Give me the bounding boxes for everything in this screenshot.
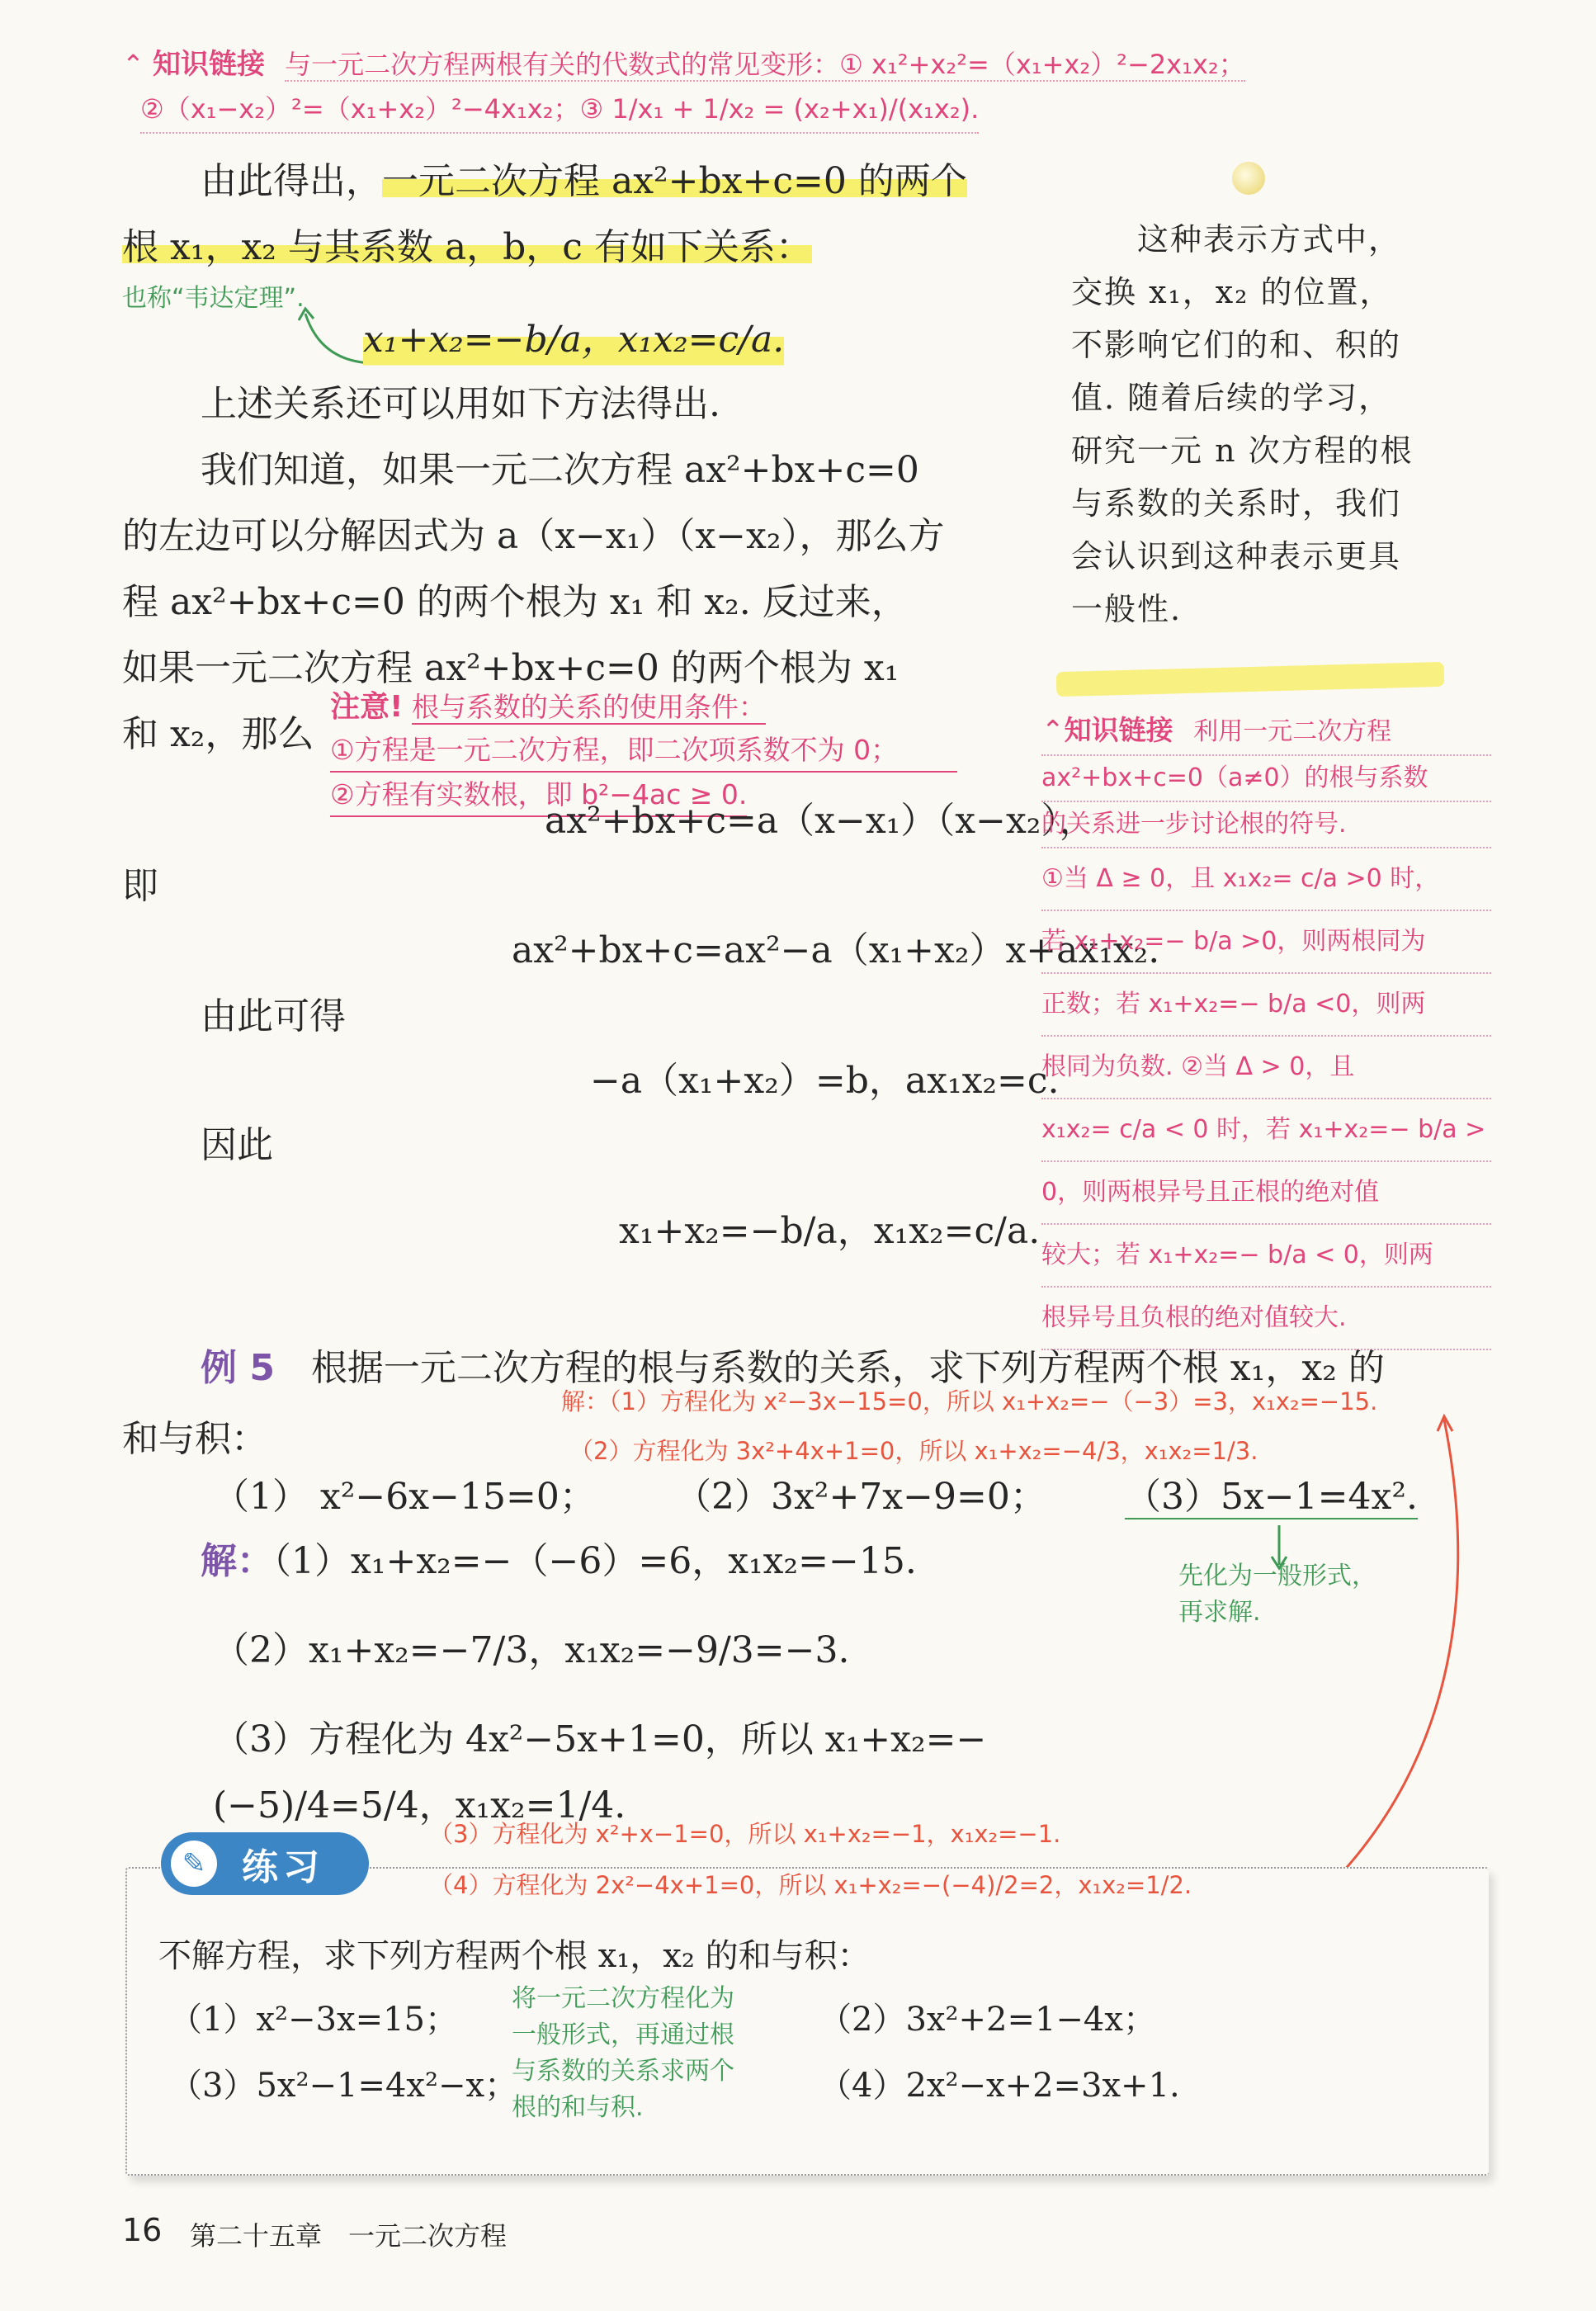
example-question-line1: 根据一元二次方程的根与系数的关系，求下列方程两个根 x₁，x₂ 的 bbox=[310, 1347, 1385, 1389]
example-item-1: （1） x²−6x−15=0； bbox=[213, 1476, 596, 1518]
attention-label: 注意! bbox=[330, 690, 404, 724]
practice-green-note-line: 将一元二次方程化为 bbox=[512, 1984, 734, 2013]
right-link-line: 较大；若 x₁+x₂=− b/a < 0，则两 bbox=[1041, 1225, 1491, 1288]
solution-2: （2）x₁+x₂=−7/3，x₁x₂=−9/3=−3. bbox=[213, 1629, 850, 1671]
side-note-line: 值. 随着后续的学习， bbox=[1071, 380, 1392, 416]
handwritten-answer-4: （4）方程化为 2x²−4x+1=0，所以 x₁+x₂=−(−4)/2=2，x₁x₂=1/2. bbox=[429, 1871, 1192, 1899]
side-bullet-icon bbox=[1232, 162, 1265, 195]
p2-text: 上述关系还可以用如下方法得出. bbox=[201, 383, 720, 425]
handwritten-answer-2: （2）方程化为 3x²+4x+1=0，所以 x₁+x₂=−4/3，x₁x₂=1/3. bbox=[569, 1437, 1258, 1465]
knowledge-link-line2: ②（x₁−x₂）²=（x₁+x₂）²−4x₁x₂；③ 1/x₁ + 1/x₂ = (x₂+x₁)/(x₁x₂). bbox=[140, 86, 979, 134]
example-green-note-line: 先化为一般形式， bbox=[1178, 1562, 1376, 1590]
practice-item-4: （4）2x²−x+2=3x+1. bbox=[819, 2067, 1180, 2105]
yellow-brush-divider bbox=[1056, 662, 1445, 697]
side-note-line: 交换 x₁，x₂ 的位置， bbox=[1071, 274, 1393, 310]
practice-badge bbox=[161, 1832, 369, 1895]
side-note-line: 这种表示方式中， bbox=[1137, 221, 1402, 258]
attention-line2: ①方程是一元二次方程，即二次项系数不为 0； bbox=[330, 730, 957, 773]
right-link-line: 0，则两根异号且正根的绝对值 bbox=[1041, 1162, 1491, 1225]
side-note-line: 会认识到这种表示更具 bbox=[1071, 538, 1402, 574]
side-note-line: 与系数的关系时，我们 bbox=[1071, 485, 1402, 522]
right-link-line: ①当 Δ ≥ 0，且 x₁x₂= c/a >0 时， bbox=[1041, 848, 1491, 911]
practice-label: 练习 bbox=[242, 1846, 324, 1888]
side-note bbox=[1071, 213, 1451, 636]
attention-line1: 根与系数的关系的使用条件： bbox=[411, 691, 766, 723]
yinci-text: 因此 bbox=[201, 1124, 273, 1166]
right-link-line: 的关系进一步讨论根的符号. bbox=[1041, 802, 1491, 848]
attention-line3: ②方程有实数根，即 b²−4ac ≥ 0. bbox=[330, 774, 747, 817]
example-item-3: （3）5x−1=4x². bbox=[1125, 1476, 1418, 1518]
sparkle-icon: ⌃ bbox=[1041, 714, 1065, 746]
practice-green-note bbox=[512, 1981, 734, 2126]
vieta-formula: x₁+x₂=−b/a，x₁x₂=c/a. bbox=[363, 307, 784, 373]
p3-line3: 程 ax²+bx+c=0 的两个根为 x₁ 和 x₂. 反过来， bbox=[122, 581, 908, 623]
knowledge-link-label: 知识链接 bbox=[152, 48, 265, 81]
right-link-line: 若 x₁+x₂=− b/a >0，则两根同为 bbox=[1041, 911, 1491, 974]
solution-label: 解： bbox=[201, 1540, 273, 1582]
page-number: 16 bbox=[122, 2212, 163, 2248]
eq3: −a（x₁+x₂）=b，ax₁x₂=c. bbox=[590, 1060, 1060, 1102]
solution-1: （1）x₁+x₂=−（−6）=6，x₁x₂=−15. bbox=[273, 1540, 917, 1582]
example-question-line2: 和与积： bbox=[122, 1418, 267, 1460]
right-link-line: 利用一元二次方程 bbox=[1193, 717, 1392, 746]
side-note-line: 一般性. bbox=[1071, 591, 1183, 627]
aka-note: 也称“韦达定理”. bbox=[122, 284, 305, 313]
practice-intro: 不解方程，求下列方程两个根 x₁，x₂ 的和与积： bbox=[158, 1937, 871, 1975]
practice-icon: ✎ bbox=[171, 1841, 217, 1887]
practice-green-note-line: 一般形式，再通过根 bbox=[512, 2020, 734, 2049]
p1-text-b: 一元二次方程 ax²+bx+c=0 的两个 bbox=[382, 160, 967, 202]
right-link-line: 根异号且负根的绝对值较大. bbox=[1041, 1288, 1491, 1350]
example-label: 例 5 bbox=[201, 1347, 275, 1389]
handwritten-answer-3: （3）方程化为 x²+x−1=0，所以 x₁+x₂=−1，x₁x₂=−1. bbox=[429, 1820, 1061, 1848]
p3-line1: 我们知道，如果一元二次方程 ax²+bx+c=0 bbox=[201, 449, 919, 491]
side-note-line: 研究一元 n 次方程的根 bbox=[1071, 432, 1414, 469]
example-green-note-line: 再求解. bbox=[1178, 1598, 1261, 1627]
side-note-line: 不影响它们的和、积的 bbox=[1071, 327, 1402, 363]
p1-text-a: 由此得出， bbox=[201, 160, 382, 202]
example-item-2: （2）3x²+7x−9=0； bbox=[675, 1476, 1046, 1518]
p1-text-c: 根 x₁，x₂ 与其系数 a，b，c 有如下关系： bbox=[122, 226, 812, 268]
top-knowledge-link bbox=[122, 43, 1343, 134]
practice-green-note-line: 根的和与积. bbox=[512, 2093, 644, 2122]
eq4: x₁+x₂=−b/a，x₁x₂=c/a. bbox=[619, 1210, 1041, 1252]
eq1: ax²+bx+c=a（x−x₁）（x−x₂）， bbox=[545, 800, 1096, 842]
right-link-line: 根同为负数. ②当 Δ > 0，且 bbox=[1041, 1037, 1491, 1099]
handwritten-answer-1: 解：（1）方程化为 x²−3x−15=0，所以 x₁+x₂=−（−3）=3，x₁x₂=−15. bbox=[561, 1387, 1378, 1415]
practice-item-1: （1）x²−3x=15； bbox=[169, 2001, 458, 2039]
solution-3: （3）方程化为 4x²−5x+1=0，所以 x₁+x₂=−(−5)/4=5/4，x₁x₂=1/4. bbox=[213, 1718, 987, 1827]
knowledge-link-line1: 与一元二次方程两根有关的代数式的常见变形：① x₁²+x₂²=（x₁+x₂）²−2x₁x₂； bbox=[285, 49, 1245, 80]
right-link-line: ax²+bx+c=0（a≠0）的根与系数 bbox=[1041, 756, 1491, 802]
p3-line2: 的左边可以分解因式为 a（x−x₁）（x−x₂），那么方 bbox=[122, 515, 945, 557]
practice-green-note-line: 与系数的关系求两个 bbox=[512, 2057, 734, 2086]
ji-text: 即 bbox=[122, 865, 158, 907]
youci-text: 由此可得 bbox=[201, 995, 346, 1037]
chapter-title: 第二十五章 一元二次方程 bbox=[190, 2220, 508, 2252]
right-link-label: 知识链接 bbox=[1064, 714, 1173, 746]
p3-line5: 和 x₂，那么 bbox=[122, 713, 314, 755]
right-knowledge-link bbox=[1041, 708, 1491, 1350]
right-link-line: 正数；若 x₁+x₂=− b/a <0，则两 bbox=[1041, 974, 1491, 1037]
p3-line4: 如果一元二次方程 ax²+bx+c=0 的两个根为 x₁ bbox=[122, 647, 900, 689]
eq2: ax²+bx+c=ax²−a（x₁+x₂）x+ax₁x₂. bbox=[512, 929, 1160, 971]
sparkle-icon: ⌃ bbox=[122, 49, 144, 80]
right-link-line: x₁x₂= c/a < 0 时，若 x₁+x₂=− b/a > bbox=[1041, 1099, 1491, 1162]
practice-item-2: （2）3x²+2=1−4x； bbox=[819, 2001, 1156, 2039]
practice-item-3: （3）5x²−1=4x²−x； bbox=[169, 2067, 518, 2105]
